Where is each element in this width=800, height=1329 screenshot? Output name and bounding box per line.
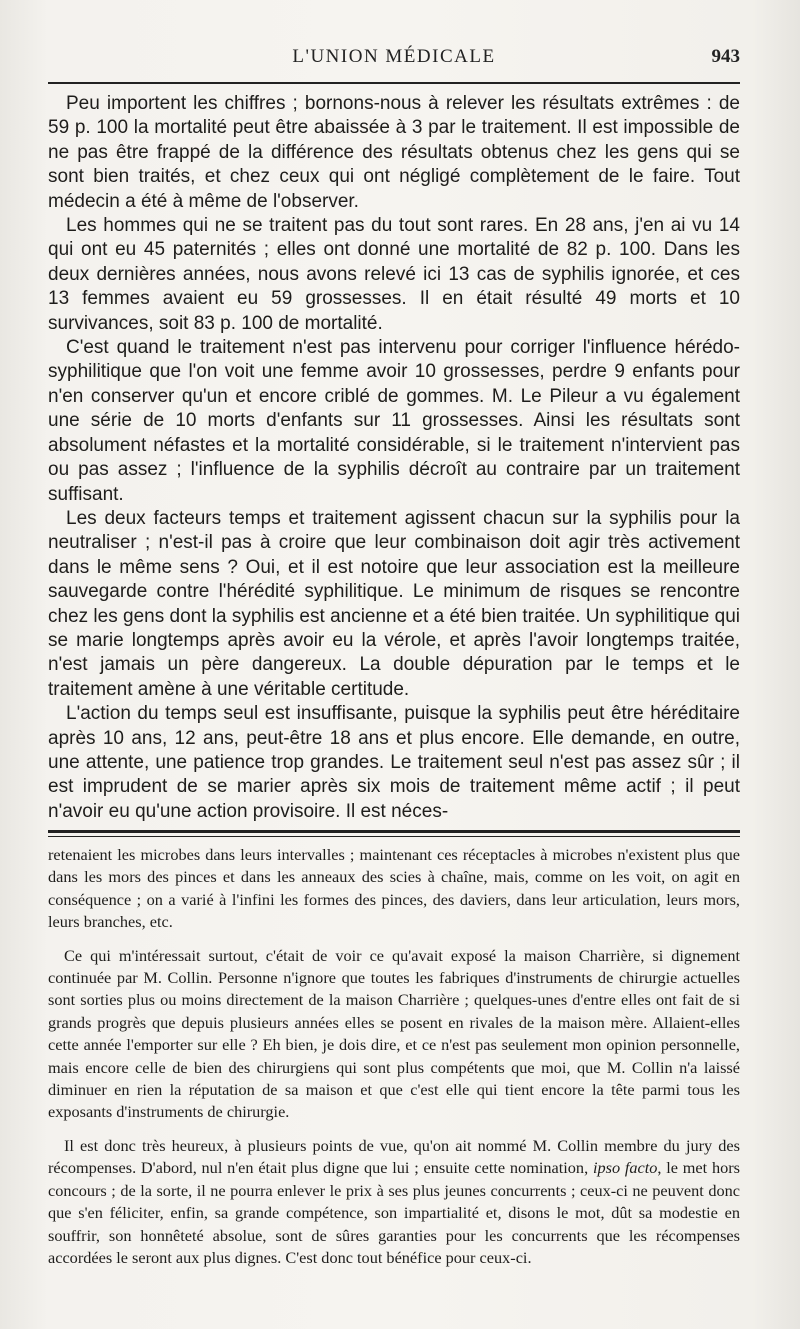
paragraph: Les hommes qui ne se traitent pas du tout sont rares. En 28 ans, j'en ai vu 14 qui ont eu 45 paternités ; elles ont donné une mortalité de 82 p. 100. Dans les deux dernières années, nous avons relevé ici 13 cas de syphilis ignorée, et ces 13 femmes avaient eu 59 grossesses. Il en était résulté 49 morts et 10 survivances, soit 83 p. 100 de mortalité. (48, 215, 740, 334)
feuilleton-text-run: , le met hors concours ; de la sorte, il ne pourra enlever le prix à ses plus jeunes concurrents ; ceux-ci ne peuvent donc que s'en féliciter, enfin, sa grande compétence, son impartialité et, disons le mot, dût sa modestie en souffrir, son honnêteté absolue, sont de sûres garanties pour les concurrents que les récompenses accordées le seront aux plus dignes. C'est donc tout bénéfice pour ceux-ci. (48, 1158, 740, 1267)
paragraph: Les deux facteurs temps et traitement agissent chacun sur la syphilis pour la neutraliser ; n'est-il pas à croire que leur combinaison doit agir très activement dans le même sens ? Oui, et il est notoire que leur association est la meilleure sauvegarde contre l'hérédité syphilitique. Le minimum de risques se rencontre chez les gens dont la syphilis est ancienne et a été bien traitée. Un syphilitique qui se marie longtemps après avoir eu la vérole, et après l'avoir longtemps traitée, n'est jamais un père dangereux. La double dépuration par le temps et le traitement amène à une véritable certitude. (48, 507, 740, 700)
paragraph: L'action du temps seul est insuffisante, puisque la syphilis peut être héréditaire après 10 ans, 12 ans, peut-être 18 ans et plus encore. Elle demande, en outre, une attente, une patience trop grandes. Le traitement seul n'est pas assez sûr ; il est imprudent de se marier après six mois de traitement même actif ; il peut n'avoir eu qu'une action provisoire. Il est néces- (48, 703, 740, 822)
running-header (48, 46, 740, 76)
journal-title: L'UNION MÉDICALE (292, 46, 496, 67)
separator-rule-thick (48, 830, 740, 833)
paragraph: C'est quand le traitement n'est pas intervenu pour corriger l'influence hérédo-syphilitique que l'on voit une femme avoir 10 grossesses, perdre 9 enfants pour n'en conserver qu'un et encore criblé de gommes. M. Le Pileur a vu également une série de 10 morts d'enfants sur 11 grossesses. Ainsi les résultats sont absolument néfastes et la mortalité considérable, si le traitement n'intervient pas ou pas assez ; l'influence de la syphilis décroît au contraire par un traitement suffisant. (48, 337, 740, 505)
paragraph: Peu importent les chiffres ; bornons-nous à relever les résultats extrêmes : de 59 p. 100 la mortalité peut être abaissée à 3 par le traitement. Il est impossible de ne pas être frappé de la différence des résultats obtenus chez les gens qui se sont bien traités, et chez ceux qui ont négligé complètement de le faire. Tout médecin a été à même de l'observer. (48, 93, 740, 212)
header-rule (48, 82, 740, 84)
feuilleton-text-run: Il est donc très heureux, à plusieurs points de vue, qu'on ait nommé M. Collin membre du jury des récompenses. D'abord, nul n'en était plus digne que lui ; ensuite cette nomination, (48, 1135, 740, 1178)
feuilleton-paragraph: retenaient les microbes dans leurs intervalles ; maintenant ces réceptacles à microbes n'existent plus que dans les mors des pinces et dans les anneaux des scies à chaîne, mais, comme on les voit, on agit en conséquence ; on a varié à l'infini les formes des pinces, des daviers, dans leur articulation, leurs mors, leurs branches, etc. (48, 845, 740, 932)
main-body-text (48, 92, 740, 824)
italic-phrase: ipso facto (592, 1158, 658, 1178)
separator-rule-thin (48, 836, 740, 837)
feuilleton-paragraph: Ce qui m'intéressait surtout, c'était de voir ce qu'avait exposé la maison Charrière, si dignement continuée par M. Collin. Personne n'ignore que toutes les fabriques d'instruments de chirurgie actuelles sont sorties plus ou moins directement de la maison Charrière ; quelques-unes d'entre elles ont fait de si grands progrès que depuis plusieurs années elles se posent en rivales de la maison mère. Allaient-elles cette année l'emporter sur elle ? Eh bien, je dois dire, et ce n'est pas seulement mon opinion personnelle, mais encore celle de bien des chirurgiens qui sont plus compétents que moi, que M. Collin n'a laissé diminuer en rien la réputation de sa maison et que c'est elle qui tient encore la tête parmi tous les exposants d'instruments de chirurgie. (48, 945, 740, 1122)
page-number: 943 (711, 46, 740, 67)
feuilleton-text (48, 844, 740, 1280)
feuilleton-paragraph (48, 1135, 740, 1269)
